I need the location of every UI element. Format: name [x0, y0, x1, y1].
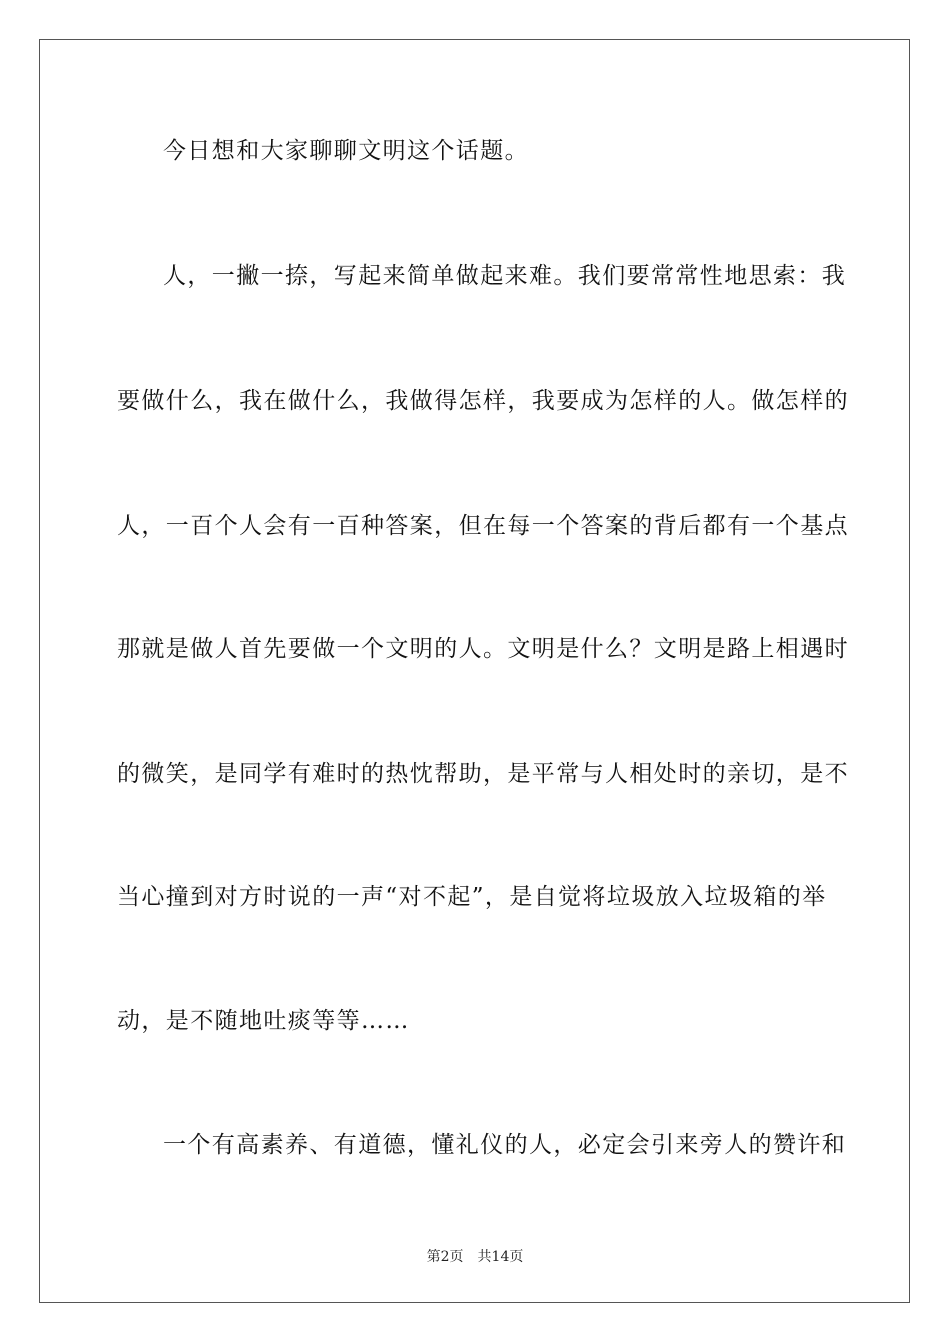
- page-total: 共14页: [477, 1249, 524, 1265]
- paragraph-2-line-1: 人，一撇一捺，写起来简单做起来难。我们要常常性地思索：我: [163, 263, 847, 289]
- paragraph-3-line-1: 一个有高素养、有道德，懂礼仪的人，必定会引来旁人的赞许和: [163, 1132, 847, 1158]
- paragraph-2-line-2: 要做什么，我在做什么，我做得怎样，我要成为怎样的人。做怎样的: [117, 388, 849, 414]
- paragraph-2-line-6: 当心撞到对方时说的一声“对不起”，是自觉将垃圾放入垃圾箱的举: [117, 884, 827, 910]
- page-footer: [0, 1248, 950, 1266]
- page-number: 第2页: [426, 1249, 464, 1265]
- paragraph-1-line-1: 今日想和大家聊聊文明这个话题。: [163, 138, 529, 164]
- paragraph-2-line-5: 的微笑，是同学有难时的热忱帮助，是平常与人相处时的亲切，是不: [117, 761, 849, 787]
- page-border: [39, 39, 910, 1303]
- paragraph-2-line-3: 人，一百个人会有一百种答案，但在每一个答案的背后都有一个基点: [117, 513, 849, 539]
- paragraph-2-line-7: 动，是不随地吐痰等等……: [117, 1008, 410, 1034]
- paragraph-2-line-4: 那就是做人首先要做一个文明的人。文明是什么？文明是路上相遇时: [117, 636, 849, 662]
